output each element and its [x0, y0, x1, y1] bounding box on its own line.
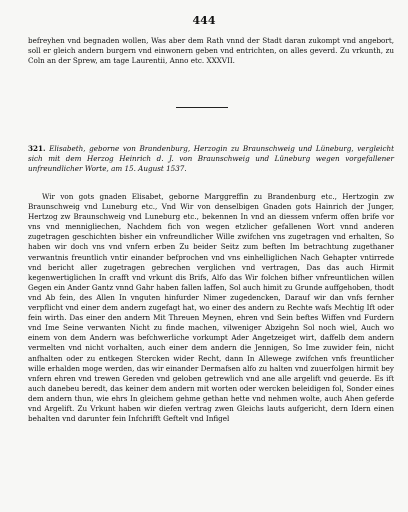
entry-number: 321. — [28, 144, 46, 153]
page-number: 444 — [192, 14, 216, 27]
section-divider — [176, 107, 228, 108]
entry-title: Elisabeth, geborne von Brandenburg, Herzogin zu Braunschweig und Lüneburg, vergleicht sich mit dem Herzog Heinrich d. J. von Braunschweig und Lüneburg wegen vorgefallener unfreundlicher Worte, am 15. August 1537. — [28, 144, 394, 173]
previous-entry-text: befreyhen vnd begnaden wollen, Was aber dem Rath vnnd der Stadt daran zukompt vnd angebort, soll er gleich andern burgern vnd einwonern geben vnd entrichten, on alles geverd. Zu vrkunth, zu Coln an der Sprew, am tage Laurentii, Anno etc. XXXVII. — [28, 36, 394, 65]
previous-entry-tail — [28, 36, 394, 66]
entry-heading — [28, 144, 394, 174]
entry-body — [28, 192, 394, 424]
entry-body-text: Wir von gots gnaden Elisabet, geborne Marggreffin zu Brandenburg etc., Hertzogin zw Braunschweig vnd Luneburg etc., Vnd Wir von denselbigen Gnaden gots Hainrich der Junger, Hertzog zw Braunschweig vnd Luneburg etc., bekennen In vnd an diessem vnferm offen brife vor vns vnd mennigliechen, Nachdem fich von wegen etzlicher gefallenen Wort vnnd anderen zugetragen geschichten bisher ein vnfreundlicher Wille zwifchen vns zugetragen vnd erhalten, So haben wir doch vns vnd vnfern erben Zu beider Seitz zum beften Im betrachtung zugethaner verwantnis freuntlich vntir einander befprochen vnd vns einhelliglichen Nach Gehapter vntirrede vnd bericht aller zugetragen gebrechen verglichen vnd vertragen, Das das auch Hirmit kegenwertiglichen In crafft vnd vrkunt dis Brifs, Alfo das Wir folchen bifher vnfreuntlichen willen Gegen ein Ander Gantz vnnd Gahr haben fallen laffen, Sol auch himit zu Grunde auffgehoben, thodt vnd Ab fein, des Allen In vnguten hinfurder Nimer zugedencken, Darauf wir dan vnfs fernher verpflicht vnd einer dem andern zugefagt hat, wo einer des andern zu Rechte wafs Mechtig Ift oder fein wirth. Das einer den andern Mit Threuen Meynen, ehren vnd Sein beftes Wiffen vnd Furdern vnd Ime Seine verwanten Nicht zu finde machen, vilweniger Abzigehn Sol noch wiel, Auch wo einem von dem Andern was befchwerliche vorkumpt Ader Angetzeiget wirt, daffelb dem andern vermelten vnd nicht vorhalten, auch einer dem andern die Jennigen, So Ime zuwider fein, nicht anfhalten oder zu entkegen Stercken wider Recht, dann In Allewege zwifchen vnfs freuntlicher wille erhalden moge werden, das wir einander Dermafsen alfo zu halten vnd zuuerfolgen hirmit bey vnfern ehren vnd trewen Gereden vnd geloben getrewlich vnd ane alle argelift vnd geuerde. Es ift auch danebeu beredt, das keiner dem andern mit worten oder wercken beleidigen fol, Sonder eines dem andern thun, wie ehrs In gleichem gehme gethan hette vnd nehmen wolte, auch Ahen geferde vnd Argelift. Zu Vrkunt haben wir diefen vertrag zwen Gleichs lauts aufgericht, dern Idern einen behalten vnd darunter fein Infchrifft Geftelt vnd Infigel — [28, 192, 394, 424]
